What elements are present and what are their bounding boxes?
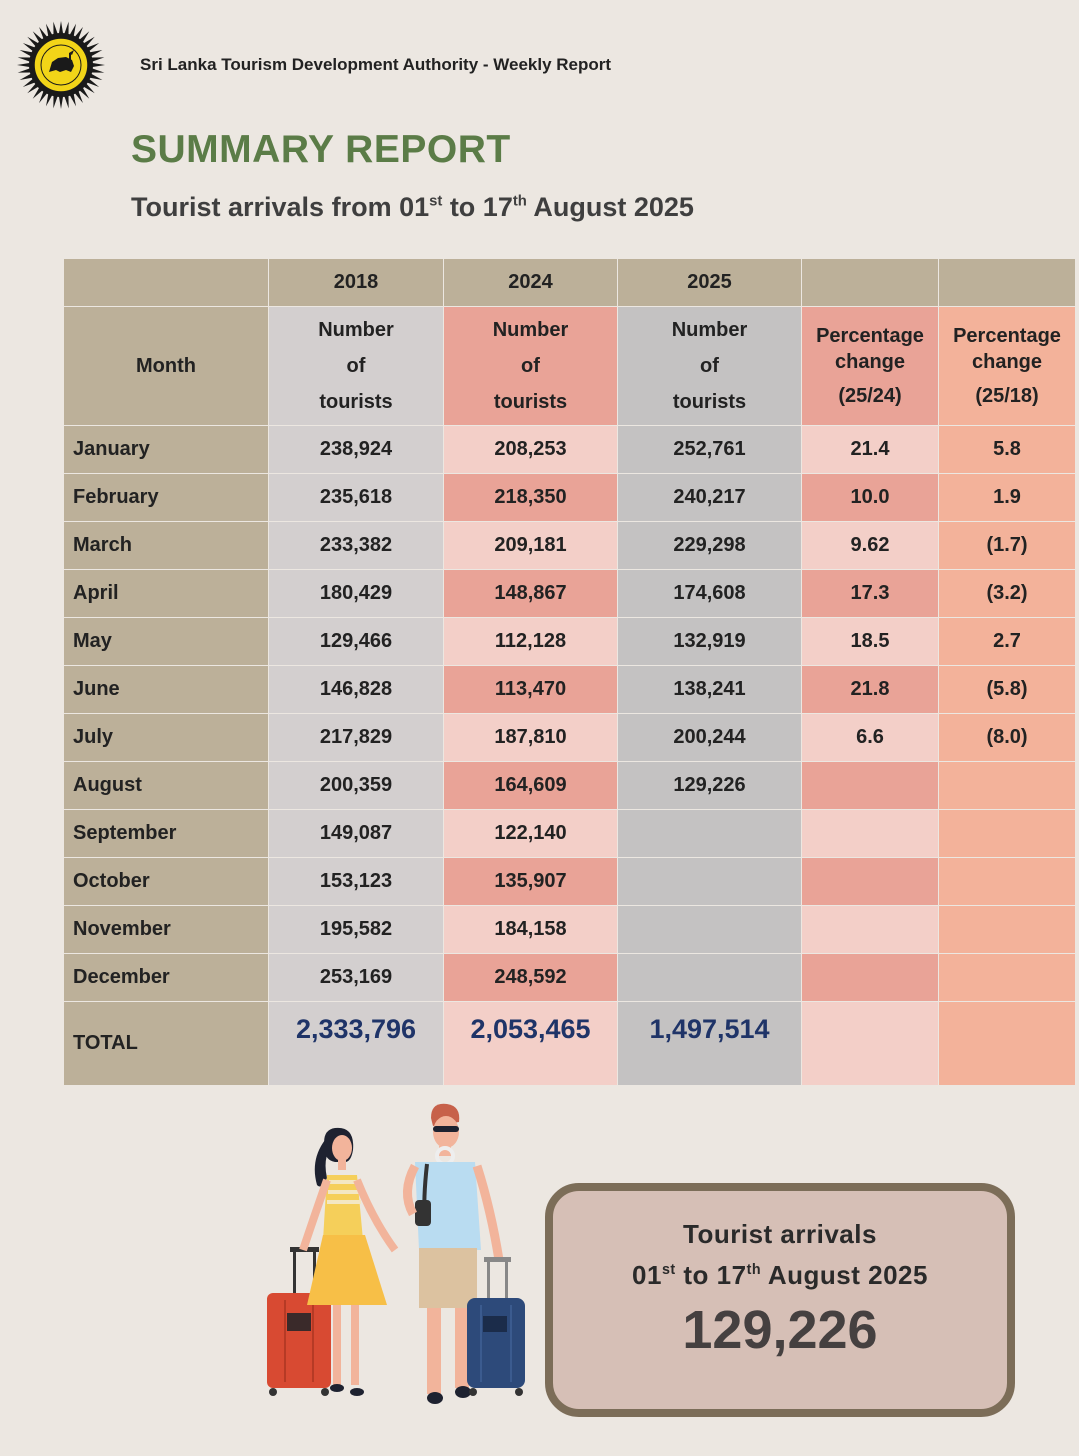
value-2025-cell: 240,217 [618,474,802,522]
pct-change-2524-cell: 6.6 [802,714,939,762]
value-2025-cell: 132,919 [618,618,802,666]
pct-change-2524-cell: 21.8 [802,666,939,714]
value-2024-cell: 135,907 [444,858,618,906]
pct-change-2518-cell: (8.0) [939,714,1076,762]
table-row [64,714,1076,762]
table-row [64,858,1076,906]
month-cell: April [64,570,269,618]
value-2018-cell: 149,087 [269,810,444,858]
tourists-header-2018: Number of tourists [269,307,444,426]
value-2018-cell: 233,382 [269,522,444,570]
month-cell: September [64,810,269,858]
value-2024-cell: 208,253 [444,426,618,474]
value-2018-cell: 146,828 [269,666,444,714]
summary-box [545,1183,1015,1417]
sltda-emblem-icon [16,20,106,110]
pct-change-2524-cell: 9.62 [802,522,939,570]
pct-change-2518-cell [939,810,1076,858]
total-pct-2524 [802,1002,939,1086]
month-cell: July [64,714,269,762]
summary-box-value: 129,226 [682,1300,878,1360]
value-2025-cell: 252,761 [618,426,802,474]
month-cell: August [64,762,269,810]
table-row [64,522,1076,570]
pct-change-2524-cell [802,762,939,810]
value-2018-cell: 235,618 [269,474,444,522]
value-2024-cell: 122,140 [444,810,618,858]
value-2025-cell: 138,241 [618,666,802,714]
tourists-header-2024: Number of tourists [444,307,618,426]
travelers-illustration-icon [255,1100,545,1420]
pct-change-2524-cell [802,858,939,906]
year-header-2018: 2018 [269,259,444,307]
pct-change-2518-header: Percentage change (25/18) [939,307,1076,426]
value-2025-cell: 174,608 [618,570,802,618]
value-2025-cell [618,906,802,954]
value-2024-cell: 218,350 [444,474,618,522]
value-2025-cell: 129,226 [618,762,802,810]
pct-change-2518-cell: (1.7) [939,522,1076,570]
header-title: Sri Lanka Tourism Development Authority - Weekly Report [140,55,612,74]
month-cell: October [64,858,269,906]
value-2025-cell [618,954,802,1002]
total-2018: 2,333,796 [269,1002,444,1086]
total-row [64,1002,1076,1086]
table-row [64,810,1076,858]
pct-change-2518-cell: (3.2) [939,570,1076,618]
pct-change-2518-cell [939,954,1076,1002]
pct-change-2524-header: Percentage change (25/24) [802,307,939,426]
value-2018-cell: 129,466 [269,618,444,666]
value-2025-cell [618,858,802,906]
value-2024-cell: 113,470 [444,666,618,714]
value-2024-cell: 112,128 [444,618,618,666]
table-row [64,906,1076,954]
pct-change-2518-cell: 2.7 [939,618,1076,666]
arrivals-table [63,258,1076,1086]
table-row [64,426,1076,474]
value-2024-cell: 209,181 [444,522,618,570]
value-2018-cell: 195,582 [269,906,444,954]
year-header-row [64,259,1076,307]
value-2018-cell: 238,924 [269,426,444,474]
value-2018-cell: 153,123 [269,858,444,906]
month-cell: February [64,474,269,522]
table-row [64,666,1076,714]
value-2025-cell: 229,298 [618,522,802,570]
blank-header-cell [64,259,269,307]
blank-header-cell [802,259,939,307]
table-row [64,618,1076,666]
tourists-header-2025: Number of tourists [618,307,802,426]
value-2018-cell: 253,169 [269,954,444,1002]
month-cell: March [64,522,269,570]
report-title: SUMMARY REPORT [131,128,511,171]
total-pct-2518 [939,1002,1076,1086]
month-cell: May [64,618,269,666]
value-2024-cell: 248,592 [444,954,618,1002]
pct-change-2524-cell: 21.4 [802,426,939,474]
summary-box-period: 01st to 17th August 2025 [632,1260,928,1290]
table-row [64,762,1076,810]
pct-change-2524-cell: 17.3 [802,570,939,618]
column-header-row [64,307,1076,426]
month-header: Month [64,307,269,426]
pct-change-2524-cell [802,954,939,1002]
value-2024-cell: 164,609 [444,762,618,810]
pct-change-2518-cell: 5.8 [939,426,1076,474]
pct-change-2524-cell [802,906,939,954]
total-2025: 1,497,514 [618,1002,802,1086]
value-2024-cell: 187,810 [444,714,618,762]
blank-header-cell [939,259,1076,307]
pct-change-2518-cell: (5.8) [939,666,1076,714]
pct-change-2524-cell [802,810,939,858]
year-header-2024: 2024 [444,259,618,307]
total-label: TOTAL [64,1002,269,1086]
value-2018-cell: 180,429 [269,570,444,618]
month-cell: June [64,666,269,714]
pct-change-2518-cell [939,858,1076,906]
table-row [64,474,1076,522]
report-subtitle: Tourist arrivals from 01st to 17th August 2025 [131,192,694,222]
value-2025-cell [618,810,802,858]
month-cell: December [64,954,269,1002]
value-2024-cell: 184,158 [444,906,618,954]
value-2024-cell: 148,867 [444,570,618,618]
value-2018-cell: 200,359 [269,762,444,810]
pct-change-2518-cell: 1.9 [939,474,1076,522]
value-2018-cell: 217,829 [269,714,444,762]
month-cell: January [64,426,269,474]
pct-change-2524-cell: 10.0 [802,474,939,522]
table-row [64,570,1076,618]
pct-change-2524-cell: 18.5 [802,618,939,666]
month-cell: November [64,906,269,954]
pct-change-2518-cell [939,762,1076,810]
summary-box-title: Tourist arrivals [683,1219,877,1249]
pct-change-2518-cell [939,906,1076,954]
value-2025-cell: 200,244 [618,714,802,762]
total-2024: 2,053,465 [444,1002,618,1086]
table-row [64,954,1076,1002]
year-header-2025: 2025 [618,259,802,307]
